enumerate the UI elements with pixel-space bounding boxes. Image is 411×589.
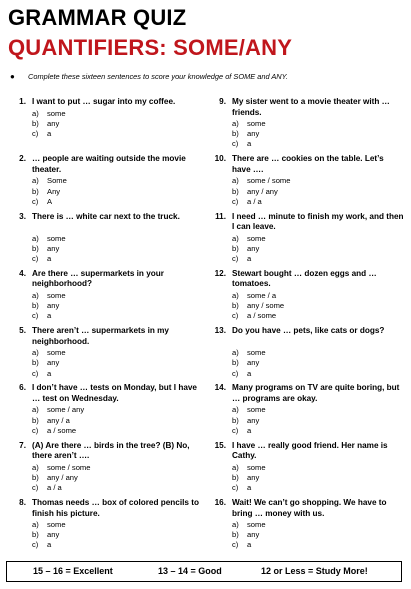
option-text: a / some (247, 311, 277, 321)
option-letter: c) (232, 311, 239, 321)
question-15 (212, 441, 402, 498)
option-text: any / a (47, 415, 70, 425)
question-number: 10. (214, 154, 226, 164)
answer-option[interactable] (32, 473, 90, 483)
answer-option[interactable] (232, 301, 284, 311)
option-text: any (47, 358, 60, 368)
answer-option[interactable] (232, 187, 290, 197)
answer-option[interactable] (232, 129, 266, 139)
question-7 (12, 441, 202, 498)
option-letter: c) (32, 196, 39, 206)
option-letter: c) (232, 196, 239, 206)
option-letter: b) (232, 186, 239, 196)
option-letter: c) (32, 425, 39, 435)
option-text: Some (47, 176, 67, 186)
question-number: 13. (214, 326, 226, 336)
option-letter: c) (32, 483, 39, 493)
question-text: Thomas needs … box of colored pencils to finish his picture. (32, 498, 199, 518)
instructions (10, 72, 405, 82)
option-text: any (247, 358, 260, 368)
question-number: 7. (19, 440, 26, 450)
option-letter: c) (232, 368, 239, 378)
answer-option[interactable] (32, 520, 66, 530)
question-2 (12, 154, 202, 211)
option-letter: b) (232, 530, 239, 540)
answer-option[interactable] (32, 187, 67, 197)
question-number: 15. (214, 440, 226, 450)
question-number: 12. (214, 268, 226, 278)
option-text: any (47, 530, 60, 540)
answer-options (232, 234, 266, 265)
option-letter: a) (32, 176, 39, 186)
option-text: any (47, 301, 60, 311)
option-letter: a) (232, 119, 239, 128)
score-study-more: 12 or Less = Study More! (261, 566, 368, 576)
page-title: GRAMMAR QUIZ (8, 5, 187, 30)
option-text: a / some (47, 425, 77, 435)
question-number: 14. (214, 383, 226, 393)
answer-options (32, 234, 66, 265)
question-text: Do you have … pets, like cats or dogs? (232, 326, 385, 336)
option-text: some (47, 520, 66, 530)
question-number: 6. (19, 383, 26, 393)
question-text: I don’t have … tests on Monday, but I have … test on Wednesday. (32, 383, 197, 403)
option-text: some / some (47, 462, 91, 472)
option-letter: c) (32, 368, 39, 378)
answer-option[interactable] (32, 234, 66, 244)
option-text: a (247, 368, 252, 378)
option-text: any (247, 472, 260, 482)
option-text: any / any (247, 186, 278, 196)
option-letter: a) (232, 462, 239, 472)
answer-option[interactable] (232, 244, 266, 254)
question-text: Many programs on TV are quite boring, but … programs are okay. (232, 383, 400, 403)
answer-options (232, 348, 266, 379)
option-text: some (47, 290, 66, 300)
option-letter: a) (232, 176, 239, 186)
question-number: 16. (214, 498, 226, 508)
option-letter: c) (232, 254, 239, 263)
score-good: 13 – 14 = Good (158, 566, 222, 576)
answer-options (232, 291, 284, 322)
option-letter: c) (32, 540, 39, 550)
answer-options (232, 119, 266, 150)
answer-option[interactable] (232, 197, 290, 207)
answer-option[interactable] (232, 358, 266, 368)
answer-option[interactable] (32, 291, 66, 301)
answer-option[interactable] (32, 119, 66, 129)
option-text: any (47, 243, 60, 253)
question-12 (212, 269, 402, 326)
option-text: Any (47, 186, 61, 196)
option-letter: b) (32, 301, 39, 311)
answer-option[interactable] (32, 244, 66, 254)
question-6 (12, 383, 202, 440)
answer-options (32, 520, 66, 551)
answer-option[interactable] (232, 348, 266, 358)
answer-options (232, 405, 266, 436)
answer-option[interactable] (32, 358, 66, 368)
question-number: 9. (219, 97, 226, 106)
answer-option[interactable] (32, 369, 66, 379)
question-number: 3. (19, 211, 26, 221)
option-letter: c) (32, 254, 39, 263)
option-letter: a) (32, 520, 39, 530)
answer-option[interactable] (232, 473, 266, 483)
question-11 (212, 212, 402, 269)
option-text: any (247, 530, 260, 540)
question-number: 4. (19, 268, 26, 278)
option-letter: c) (232, 483, 239, 493)
option-letter: b) (232, 301, 239, 311)
question-number: 5. (19, 326, 26, 336)
option-letter: c) (232, 139, 239, 149)
question-text: I have … really good friend. Her name is Cathy. (232, 440, 388, 461)
answer-options (32, 348, 66, 379)
option-text: some (47, 348, 66, 358)
question-text: I want to put … sugar into my coffee. (32, 97, 176, 106)
answer-option[interactable] (32, 463, 90, 473)
option-text: any (247, 243, 260, 253)
option-text: a / a (247, 196, 262, 206)
option-letter: c) (32, 311, 39, 321)
option-letter: a) (32, 405, 39, 415)
option-letter: b) (232, 472, 239, 482)
answer-options (32, 463, 90, 494)
option-letter: a) (32, 233, 39, 243)
option-text: a (247, 540, 252, 550)
question-text: Are there … supermarkets in your neighborhood? (32, 268, 164, 289)
question-text: There are … cookies on the table. Let’s have …. (232, 154, 384, 174)
page-subtitle: QUANTIFIERS: SOME/ANY (8, 35, 293, 60)
question-number: 11. (215, 211, 226, 221)
answer-option[interactable] (232, 119, 266, 129)
answer-option[interactable] (232, 520, 266, 530)
option-letter: b) (232, 243, 239, 253)
answer-options (232, 463, 266, 494)
bullet-icon: ● (10, 72, 15, 81)
option-text: any / any (47, 472, 78, 482)
question-text: Wait! We can’t go shopping. We have to bring … money with us. (232, 498, 387, 518)
option-text: some (47, 233, 66, 243)
option-text: some (247, 348, 266, 358)
option-text: some (247, 233, 266, 243)
answer-option[interactable] (32, 405, 84, 415)
option-text: a (247, 483, 252, 493)
option-letter: b) (32, 186, 39, 196)
question-text: My sister went to a movie theater with … friends. (232, 97, 390, 117)
option-text: a (47, 368, 52, 378)
option-letter: a) (232, 290, 239, 300)
question-text: … people are waiting outside the movie theater. (32, 154, 186, 174)
option-text: some / any (47, 405, 85, 415)
option-text: any (47, 119, 60, 129)
option-text: some / some (247, 176, 291, 186)
option-text: a (47, 254, 52, 263)
answer-options (32, 176, 67, 207)
option-text: a (47, 311, 52, 321)
option-text: a (47, 540, 52, 550)
option-letter: b) (32, 415, 39, 425)
option-letter: b) (32, 472, 39, 482)
option-letter: b) (232, 358, 239, 368)
option-text: some / a (247, 290, 277, 300)
option-letter: c) (232, 540, 239, 550)
answer-option[interactable] (32, 426, 84, 436)
questions-left-column (12, 97, 202, 555)
answer-option[interactable] (232, 405, 266, 415)
option-letter: a) (32, 462, 39, 472)
option-text: a / a (47, 483, 62, 493)
answer-option[interactable] (32, 483, 90, 493)
answer-option[interactable] (32, 176, 67, 186)
option-text: a (47, 129, 52, 139)
question-4 (12, 269, 202, 326)
option-text: A (47, 196, 53, 206)
answer-option[interactable] (32, 540, 66, 550)
option-text: some (47, 109, 66, 118)
question-text: (A) Are there … birds in the tree? (B) No, there aren’t …. (32, 440, 190, 461)
answer-option[interactable] (232, 483, 266, 493)
question-number: 1. (19, 97, 26, 106)
question-text: There is … white car next to the truck. (32, 211, 180, 221)
option-letter: b) (32, 119, 39, 129)
answer-option[interactable] (32, 109, 66, 119)
question-text: I need … minute to finish my work, and then I can leave. (232, 211, 404, 232)
answer-option[interactable] (32, 530, 66, 540)
answer-option[interactable] (232, 176, 290, 186)
option-text: any / some (247, 301, 285, 311)
question-9 (212, 97, 402, 154)
score-excellent: 15 – 16 = Excellent (33, 566, 113, 576)
question-number: 8. (19, 498, 26, 508)
option-letter: a) (32, 290, 39, 300)
option-letter: b) (232, 129, 239, 139)
option-letter: a) (232, 348, 239, 358)
answer-option[interactable] (32, 311, 66, 321)
question-number: 2. (19, 154, 26, 164)
option-letter: b) (32, 530, 39, 540)
option-letter: a) (232, 405, 239, 415)
answer-option[interactable] (232, 426, 266, 436)
option-text: any (247, 415, 260, 425)
answer-option[interactable] (32, 416, 84, 426)
option-letter: a) (32, 348, 39, 358)
option-letter: a) (232, 520, 239, 530)
questions-right-column (212, 97, 402, 555)
answer-option[interactable] (232, 530, 266, 540)
answer-option[interactable] (232, 416, 266, 426)
answer-options (232, 176, 290, 207)
answer-options (232, 520, 266, 551)
question-14 (212, 383, 402, 440)
question-text: Stewart bought … dozen eggs and … tomatoes. (232, 268, 377, 289)
question-13 (212, 326, 402, 383)
score-key (6, 561, 402, 582)
answer-option[interactable] (232, 234, 266, 244)
answer-option[interactable] (32, 348, 66, 358)
answer-option[interactable] (232, 311, 284, 321)
question-3 (12, 212, 202, 269)
answer-options (32, 405, 84, 436)
option-text: some (247, 119, 266, 128)
option-text: a (247, 425, 252, 435)
option-text: some (247, 520, 266, 530)
question-8 (12, 498, 202, 555)
answer-options (32, 291, 66, 322)
option-letter: c) (32, 129, 39, 139)
answer-options (32, 109, 66, 140)
answer-option[interactable] (232, 540, 266, 550)
option-letter: a) (232, 233, 239, 243)
option-letter: b) (232, 415, 239, 425)
option-letter: c) (232, 425, 239, 435)
answer-option[interactable] (32, 197, 67, 207)
answer-option[interactable] (232, 254, 266, 264)
question-1 (12, 97, 202, 154)
option-text: some (247, 462, 266, 472)
answer-option[interactable] (232, 291, 284, 301)
question-10 (212, 154, 402, 211)
answer-option[interactable] (232, 139, 266, 149)
option-text: any (247, 129, 260, 139)
answer-option[interactable] (32, 129, 66, 139)
question-text: There aren’t … supermarkets in my neighborhood. (32, 326, 169, 346)
answer-option[interactable] (232, 369, 266, 379)
question-5 (12, 326, 202, 383)
question-16 (212, 498, 402, 555)
option-text: a (247, 254, 252, 263)
option-letter: b) (32, 243, 39, 253)
option-letter: b) (32, 358, 39, 368)
option-text: a (247, 139, 252, 149)
answer-option[interactable] (32, 254, 66, 264)
answer-option[interactable] (232, 463, 266, 473)
instructions-text: Complete these sixteen sentences to score your knowledge of SOME and ANY. (28, 72, 288, 81)
option-letter: a) (32, 109, 39, 118)
answer-option[interactable] (32, 301, 66, 311)
option-text: some (247, 405, 266, 415)
